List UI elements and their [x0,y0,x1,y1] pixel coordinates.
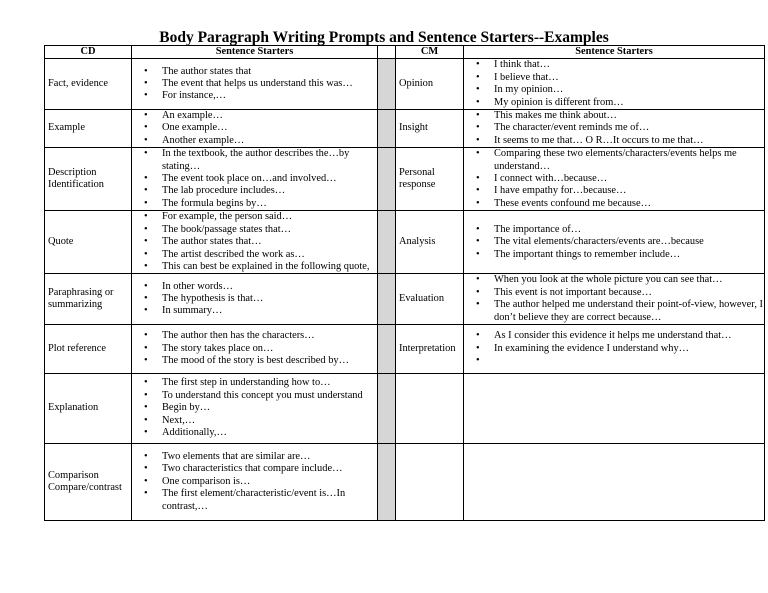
list-item: • The formula begins by… [135,198,377,210]
bullet-list [467,110,764,147]
list-item: • The importance of… [467,224,764,236]
cd-sentence-starters [132,148,378,211]
list-item: • The lab procedure includes… [135,185,377,197]
list-item: • I think that… [467,59,764,71]
cd-category: Quote [45,211,132,274]
gray-divider [378,443,396,520]
cd-category: Example [45,110,132,148]
list-item: • Two characteristics that compare include… [135,463,377,475]
list-item: • In examining the evidence I understand why… [467,343,764,355]
list-item: • The hypothesis is that… [135,293,377,305]
list-item: • In my opinion… [467,84,764,96]
table-row [45,59,765,110]
cd-category: Plot reference [45,324,132,373]
list-item: • In the textbook, the author describes the…by stating… [135,148,377,173]
list-item: • Two elements that are similar are… [135,451,377,463]
list-item: • The author then has the characters… [135,330,377,342]
bullet-list [135,451,377,513]
list-item: • One example… [135,122,377,134]
list-item: • The author helped me understand their point-of-view, however, I don’t believe they are correct because… [467,299,764,324]
list-item: • One comparison is… [135,476,377,488]
cm-category: Insight [396,110,464,148]
list-item: • The first element/characteristic/event is…In contrast,… [135,488,377,513]
list-item: • The event took place on…and involved… [135,173,377,185]
header-cd-sentence-starters: Sentence Starters [132,46,378,59]
cm-sentence-starters [464,373,765,443]
bullet-list [135,211,377,273]
cm-sentence-starters [464,443,765,520]
cm-sentence-starters [464,110,765,148]
list-item: • The event that helps us understand this was… [135,78,377,90]
cd-sentence-starters [132,324,378,373]
list-item: • I believe that… [467,72,764,84]
gray-divider [378,46,396,59]
list-item: • It seems to me that… O R…It occurs to me that… [467,135,764,147]
cm-sentence-starters [464,211,765,274]
bullet-list [135,377,377,439]
cd-sentence-starters [132,110,378,148]
cm-sentence-starters [464,148,765,211]
cm-sentence-starters [464,324,765,373]
list-item: • In summary… [135,305,377,317]
list-item: • To understand this concept you must understand [135,390,377,402]
list-item: • For example, the person said… [135,211,377,223]
cd-sentence-starters [132,373,378,443]
bullet-list [467,59,764,109]
list-item: • In other words… [135,281,377,293]
list-item: • This can best be explained in the following quote, [135,261,377,273]
bullet-list [467,148,764,210]
list-item: • Additionally,… [135,427,377,439]
cd-category: Fact, evidence [45,59,132,110]
gray-divider [378,148,396,211]
table-row [45,443,765,520]
table-row [45,274,765,325]
list-item: • For instance,… [135,90,377,102]
list-item: • Another example… [135,135,377,147]
list-item: • Next,… [135,415,377,427]
list-item: • Comparing these two elements/characters/events helps me understand… [467,148,764,173]
cm-category: Opinion [396,59,464,110]
table-row [45,324,765,373]
table-row [45,373,765,443]
bullet-list [467,224,764,261]
list-item: • The artist described the work as… [135,249,377,261]
list-item: • The author states that… [135,236,377,248]
bullet-list [135,330,377,367]
cd-sentence-starters [132,59,378,110]
cd-category: Description Identification [45,148,132,211]
bullet-list [135,110,377,147]
gray-divider [378,373,396,443]
list-item: • The author states that [135,66,377,78]
list-item: • When you look at the whole picture you can see that… [467,274,764,286]
cd-sentence-starters [132,443,378,520]
cd-category: Explanation [45,373,132,443]
list-item: • The character/event reminds me of… [467,122,764,134]
list-item: • An example… [135,110,377,122]
list-item: • The book/passage states that… [135,224,377,236]
list-item [467,355,764,367]
list-item: • My opinion is different from… [467,97,764,109]
cm-sentence-starters [464,59,765,110]
gray-divider [378,110,396,148]
table-row [45,110,765,148]
cd-category: Paraphrasing or summarizing [45,274,132,325]
list-item: • I have empathy for…because… [467,185,764,197]
list-item: • Begin by… [135,402,377,414]
header-row [45,46,765,59]
cm-category: Interpretation [396,324,464,373]
list-item: • These events confound me because… [467,198,764,210]
cd-sentence-starters [132,211,378,274]
gray-divider [378,59,396,110]
list-item: • This makes me think about… [467,110,764,122]
cd-category: Comparison Compare/contrast [45,443,132,520]
bullet-list [467,330,764,367]
list-item: • I connect with…because… [467,173,764,185]
list-item: • The story takes place on… [135,343,377,355]
cm-category: Evaluation [396,274,464,325]
list-item: • The mood of the story is best described by… [135,355,377,367]
cm-sentence-starters [464,274,765,325]
gray-divider [378,324,396,373]
prompts-table [44,45,765,521]
page-title: Body Paragraph Writing Prompts and Sentence Starters--Examples [159,29,609,46]
cm-category: Personal response [396,148,464,211]
cd-sentence-starters [132,274,378,325]
list-item: • As I consider this evidence it helps me understand that… [467,330,764,342]
bullet-list [135,66,377,103]
list-item: • The first step in understanding how to… [135,377,377,389]
cm-category [396,443,464,520]
gray-divider [378,274,396,325]
cm-category [396,373,464,443]
header-cd: CD [45,46,132,59]
header-cm-sentence-starters: Sentence Starters [464,46,765,59]
list-item: • The vital elements/characters/events are…because [467,236,764,248]
bullet-list [467,274,764,324]
table-row [45,211,765,274]
cm-category: Analysis [396,211,464,274]
table-row [45,148,765,211]
bullet-list [135,281,377,318]
bullet-list [135,148,377,210]
gray-divider [378,211,396,274]
list-item: • This event is not important because… [467,287,764,299]
header-cm: CM [396,46,464,59]
list-item: • The important things to remember include… [467,249,764,261]
